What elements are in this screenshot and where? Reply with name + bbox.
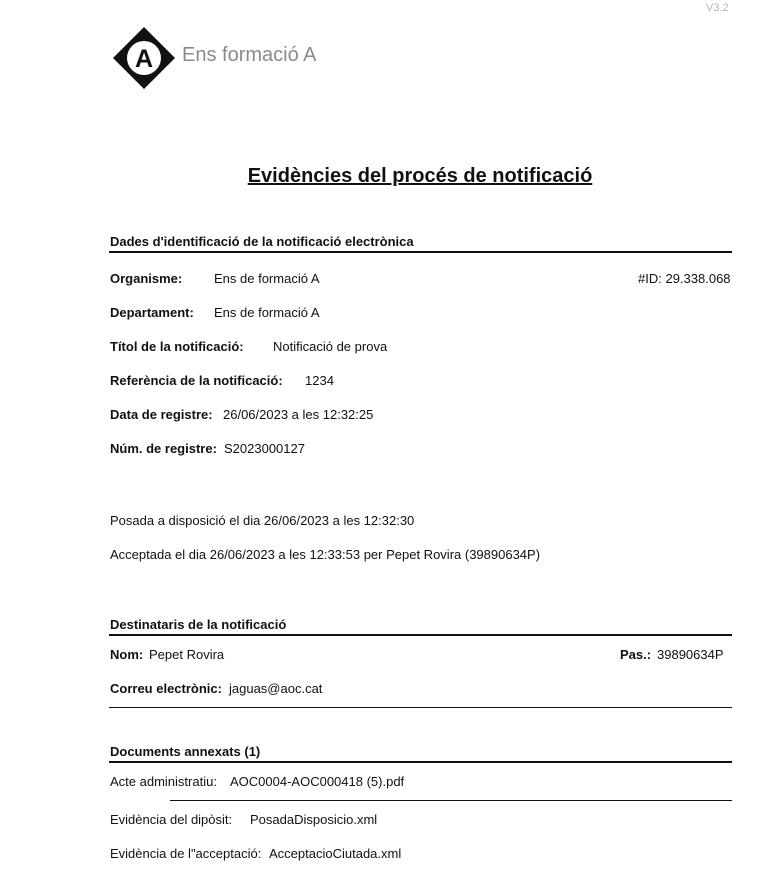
nom-label: Nom: bbox=[110, 647, 144, 662]
data-registre-label: Data de registre: bbox=[110, 407, 213, 422]
correu-value: jaguas@aoc.cat bbox=[229, 681, 323, 696]
page-title: Evidències del procés de notificació bbox=[247, 165, 593, 187]
nom-value: Pepet Rovira bbox=[149, 647, 225, 662]
diposit-label: Evidència del dipòsit: bbox=[110, 812, 233, 827]
acte-value: AOC0004-AOC000418 (5).pdf bbox=[230, 774, 405, 789]
departament-label: Departament: bbox=[110, 305, 194, 320]
departament-value: Ens de formació A bbox=[214, 305, 320, 320]
acceptacio-value: AcceptacioCiutada.xml bbox=[269, 846, 402, 861]
pas-value: 39890634P bbox=[657, 647, 724, 662]
logo-icon bbox=[112, 26, 176, 90]
num-registre-value: S2023000127 bbox=[224, 441, 305, 456]
organisme-label: Organisme: bbox=[110, 271, 183, 286]
event-acceptada: Acceptada el dia 26/06/2023 a les 12:33:53 per Pepet Rovira (39890634P) bbox=[110, 547, 541, 562]
logo-letter: A bbox=[134, 45, 154, 73]
section-divider bbox=[109, 761, 732, 763]
section-divider bbox=[109, 707, 732, 708]
diposit-value: PosadaDisposicio.xml bbox=[250, 812, 378, 827]
num-registre-label: Núm. de registre: bbox=[110, 441, 217, 456]
id-label: #ID: bbox=[638, 271, 662, 286]
pas-label: Pas.: bbox=[620, 647, 652, 662]
id-value: 29.338.068 bbox=[665, 271, 731, 286]
referencia-label: Referència de la notificació: bbox=[110, 373, 283, 388]
titol-label: Títol de la notificació: bbox=[110, 339, 244, 354]
section-divider bbox=[109, 251, 732, 253]
logo-name: Ens formació A bbox=[182, 44, 317, 66]
section-divider bbox=[109, 634, 732, 636]
recipients-heading: Destinataris de la notificació bbox=[110, 617, 287, 632]
correu-label: Correu electrònic: bbox=[110, 681, 222, 696]
id-field bbox=[638, 271, 731, 286]
data-registre-value: 26/06/2023 a les 12:32:25 bbox=[223, 407, 374, 422]
organisme-value: Ens de formació A bbox=[214, 271, 320, 286]
document-divider bbox=[170, 800, 732, 801]
event-posada: Posada a disposició el dia 26/06/2023 a les 12:32:30 bbox=[110, 513, 415, 528]
titol-value: Notificació de prova bbox=[273, 339, 388, 354]
version-label: V3.2 bbox=[706, 2, 729, 14]
identification-heading: Dades d'identificació de la notificació electrònica bbox=[110, 234, 414, 249]
acceptacio-label: Evidència de l"acceptació: bbox=[110, 846, 262, 861]
acte-label: Acte administratiu: bbox=[110, 774, 217, 789]
documents-heading: Documents annexats (1) bbox=[110, 744, 261, 759]
referencia-value: 1234 bbox=[305, 373, 334, 388]
